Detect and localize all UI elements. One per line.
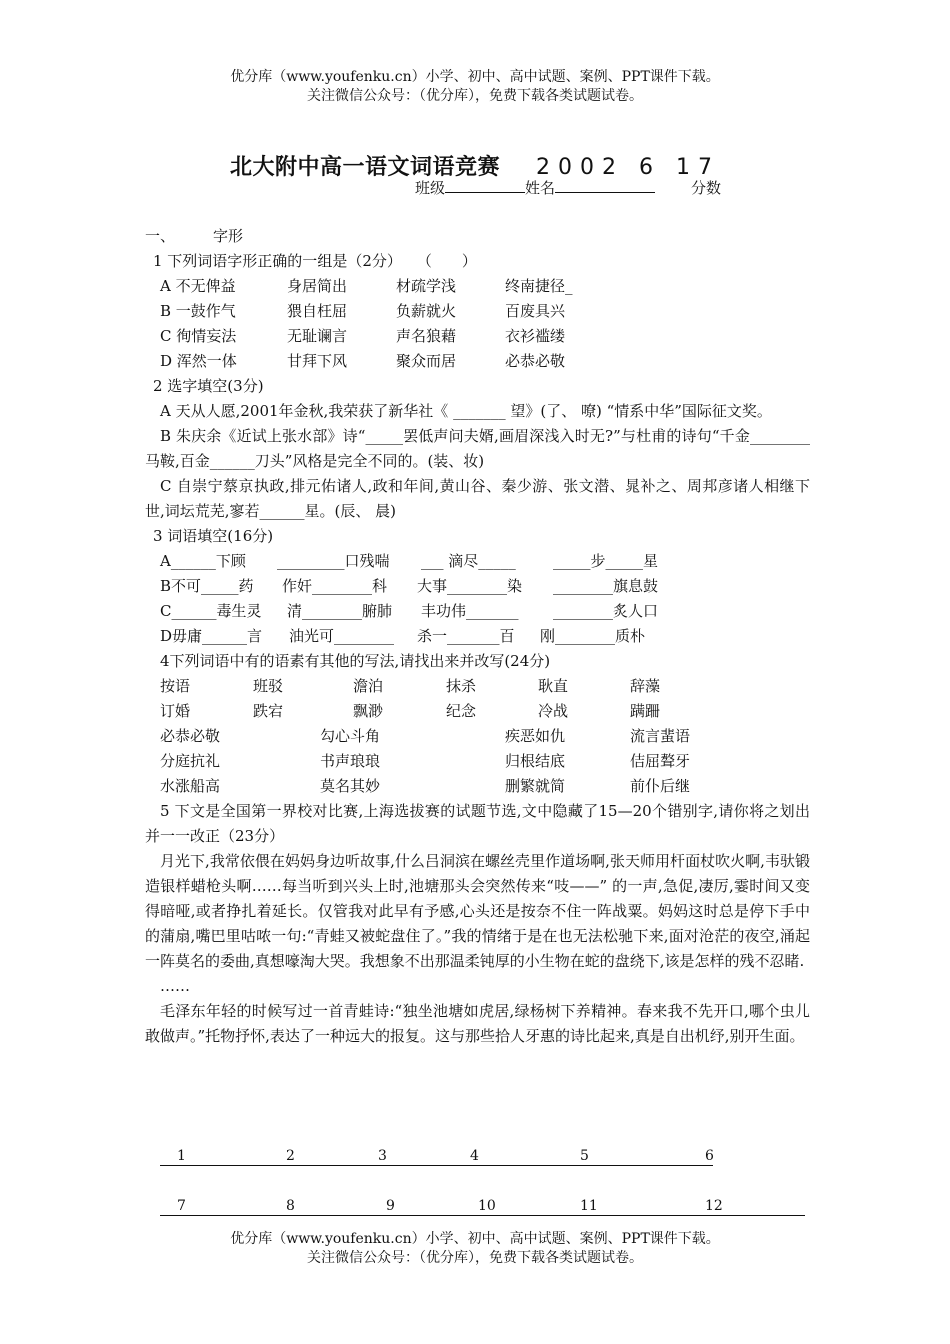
option-cell: 聚众而居 (396, 352, 457, 370)
footer-line-2: 关注微信公众号：（优分库），免费下载各类试题试卷。 (307, 1250, 643, 1266)
answer-number: 9 (386, 1198, 395, 1214)
answer-line-2[interactable] (160, 1215, 805, 1216)
option-cell: 猥自枉屈 (287, 302, 348, 320)
word-cell: 辞藻 (630, 677, 661, 695)
q5-stem: 5 下文是全国第一界校对比赛,上海选拔赛的试题节选,文中隐藏了15—20个错别字,请你将之划出并一一改正（23分） (145, 802, 810, 845)
answer-number: 7 (177, 1198, 186, 1214)
fill-cell: ___ 滴尽_____ (421, 552, 516, 570)
answer-number: 3 (378, 1148, 387, 1164)
word-cell: 前仆后继 (630, 777, 691, 795)
word-cell: 勾心斗角 (320, 727, 381, 745)
fill-cell: ________旗息鼓 (553, 577, 659, 595)
fill-cell: 丰功伟_______ (421, 602, 519, 620)
answer-number: 2 (286, 1148, 295, 1164)
q3-stem: 3 词语填空(16分) (153, 527, 274, 545)
name-blank[interactable] (555, 178, 655, 193)
fill-cell: ________炙人口 (553, 602, 659, 620)
title-main: 北大附中高一语文词语竞赛 (230, 155, 501, 180)
word-cell: 纪念 (446, 702, 477, 720)
answer-line-1[interactable] (160, 1165, 713, 1166)
fill-cell: _____步_____星 (553, 552, 659, 570)
q5-passage-2: 毛泽东年轻的时候写过一首青蛙诗:“独坐池塘如虎居,绿杨树下养精神。春来我不先开口,哪个虫儿敢做声。”托物抒怀,表达了一种远大的报复。这与那些拾人牙惠的诗比起来,真是自出机纾,别开生面。 (145, 1002, 810, 1045)
q3-row-b (145, 574, 810, 599)
word-cell: 抹杀 (446, 677, 477, 695)
word-cell: 订婚 (160, 702, 191, 720)
fill-cell: 大事________染 (417, 577, 523, 595)
q4-row-4 (145, 749, 810, 774)
class-blank[interactable] (445, 178, 525, 193)
q2-item-c: C 自崇宁蔡京执政,排元佑诸人,政和年间,黄山谷、秦少游、张文潜、晁补之、周邦彦诸人相继下世,词坛荒芜,寥若______星。(辰、 晨) (145, 477, 810, 520)
q4-row-2 (145, 699, 810, 724)
option-cell: 声名狼藉 (396, 327, 457, 345)
student-info (415, 177, 721, 198)
q3-row-a (145, 549, 810, 574)
option-cell: 甘拜下风 (287, 352, 348, 370)
answer-number: 12 (705, 1198, 723, 1214)
word-cell: 冷战 (538, 702, 569, 720)
fill-cell: A______下顾 (160, 552, 246, 570)
header-line-1: 优分库（www.youfenku.cn）小学、初中、高中试题、案例、PPT课件下载。 (230, 69, 720, 85)
section-label: 字形 (213, 227, 244, 245)
word-cell: 澹泊 (353, 677, 384, 695)
q2-stem: 2 选字填空(3分) (153, 377, 264, 395)
answer-number: 4 (470, 1148, 479, 1164)
q4-row-5 (145, 774, 810, 799)
fill-cell: D毋庸______言 (160, 627, 263, 645)
fill-cell: 清________腑肺 (287, 602, 393, 620)
q5-ellipsis: …… (160, 977, 190, 995)
word-cell: 归根结底 (505, 752, 566, 770)
q4-row-3 (145, 724, 810, 749)
fill-cell: 刚________质朴 (540, 627, 646, 645)
answer-number: 5 (580, 1148, 589, 1164)
fill-cell: 作奸________科 (282, 577, 388, 595)
answer-number: 1 (177, 1148, 186, 1164)
option-cell: 衣衫褴缕 (505, 327, 566, 345)
footer-line-1: 优分库（www.youfenku.cn）小学、初中、高中试题、案例、PPT课件下载。 (230, 1231, 720, 1247)
exam-body (145, 224, 810, 1049)
option-cell: A 不无俾益 (160, 277, 236, 295)
option-cell: 身居简出 (287, 277, 348, 295)
word-cell: 删繁就简 (505, 777, 566, 795)
name-label: 姓名 (525, 179, 556, 197)
fill-cell: _________口残喘 (277, 552, 390, 570)
q5-passage-1: 月光下,我常依偎在妈妈身边听故事,什么吕洞滨在螺丝壳里作道场啊,张天师用杆面杖吹火啊,韦驮锻造银样蜡枪头啊……每当听到兴头上时,池塘那头会突然传来“吱——” 的一声,急促,凄厉,霎时间又变得暗哑,或者挣扎着延长。仅管我对此早有予感,心头还是按奈不住一阵战粟。妈妈这时总是停下手中的蒲扇,嘴巴里咕哝一句:“青蛙又被蛇盘住了。”我的情绪于是在也无法松驰下来,面对沧茫的夜空,涌起一阵莫名的委曲,真想嚎淘大哭。我想象不出那温柔钝厚的小生物在蛇的盘绕下,该是怎样的残不忍睹. (145, 852, 810, 970)
header-line-2: 关注微信公众号：（优分库），免费下载各类试题试卷。 (307, 88, 643, 104)
q1-option-c (145, 324, 810, 349)
q2-item-a: A 天从人愿,2001年金秋,我荣获了新华社《 _______ 望》(了、 嘹) “情系中华”国际征文奖。 (160, 402, 772, 420)
word-cell: 莫名其妙 (320, 777, 381, 795)
fill-cell: C______毒生灵 (160, 602, 262, 620)
answer-number: 10 (478, 1198, 496, 1214)
title-date: 2002 6 17 (536, 155, 720, 180)
answer-number: 11 (580, 1198, 598, 1214)
q3-row-d (145, 624, 810, 649)
option-cell: 必恭必敬 (505, 352, 566, 370)
word-cell: 书声琅琅 (320, 752, 381, 770)
answer-number: 8 (286, 1198, 295, 1214)
fill-cell: 油光可________ (289, 627, 395, 645)
section-number: 一、 (145, 227, 176, 245)
word-cell: 班驳 (253, 677, 284, 695)
word-cell: 疾恶如仇 (505, 727, 566, 745)
answer-number: 6 (705, 1148, 714, 1164)
q1-option-a (145, 274, 810, 299)
q2-item-b: B 朱庆余《近试上张水部》诗“_____罢低声问夫婿,画眉深浅入时无?”与杜甫的诗句“千金________马鞍,百金______刀头”风格是完全不同的。(装、妆) (145, 427, 810, 470)
score-label: 分数 (691, 179, 722, 197)
fill-cell: B不可_____药 (160, 577, 254, 595)
word-cell: 必恭必敬 (160, 727, 221, 745)
q4-row-1 (145, 674, 810, 699)
option-cell: D 浑然一体 (160, 352, 237, 370)
word-cell: 按语 (160, 677, 191, 695)
q1-option-b (145, 299, 810, 324)
word-cell: 跌宕 (253, 702, 284, 720)
class-label: 班级 (415, 179, 446, 197)
word-cell: 佶屈聱牙 (630, 752, 691, 770)
q1-option-d (145, 349, 810, 374)
q3-row-c (145, 599, 810, 624)
word-cell: 耿直 (538, 677, 569, 695)
word-cell: 分庭抗礼 (160, 752, 221, 770)
word-cell: 飘渺 (353, 702, 384, 720)
section-heading (145, 224, 810, 249)
option-cell: B 一鼓作气 (160, 302, 236, 320)
option-cell: 无耻谰言 (287, 327, 348, 345)
word-cell: 流言蜚语 (630, 727, 691, 745)
fill-cell: 杀一_______百 (417, 627, 515, 645)
option-cell: 百废具兴 (505, 302, 566, 320)
q4-stem: 4下列词语中有的语素有其他的写法,请找出来并改写(24分) (160, 652, 551, 670)
word-cell: 蹒跚 (630, 702, 661, 720)
q1-stem: 1 下列词语字形正确的一组是（2分） （ ） (153, 252, 477, 270)
option-cell: C 徇情妄法 (160, 327, 237, 345)
option-cell: 负薪就火 (396, 302, 457, 320)
word-cell: 水涨船高 (160, 777, 221, 795)
option-cell: 材疏学浅 (396, 277, 457, 295)
option-cell: 终南捷径_ (505, 277, 573, 295)
